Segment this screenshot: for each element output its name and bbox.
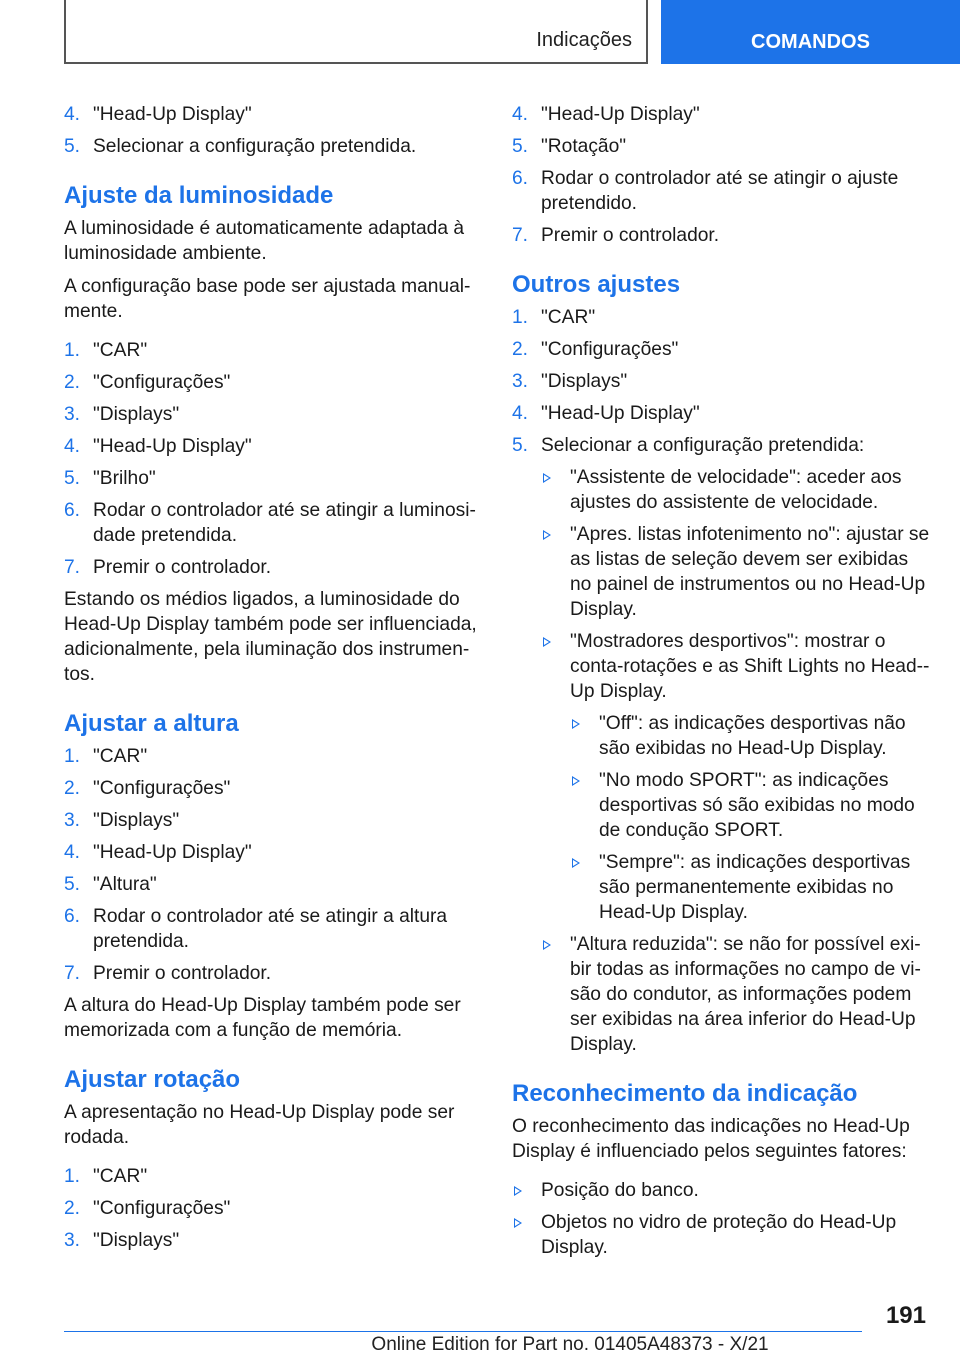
paragraph: A apresentação no Head-Up Display pode ser rodada. — [64, 1102, 455, 1148]
item-number: 2. — [64, 778, 81, 799]
bullet-item — [541, 932, 932, 1057]
bullet-item — [512, 1210, 932, 1260]
item-text: "Configurações" — [93, 778, 231, 799]
item-number: 5. — [64, 874, 81, 895]
bullet-text: "No modo SPORT": as indicações desportivas só são exibidas no modo de condução SPORT. — [599, 770, 915, 841]
item-text: "Head-Up Display" — [93, 104, 252, 125]
paragraph: A luminosidade é automaticamente adaptada à luminosidade ambiente. — [64, 218, 465, 264]
list-item — [64, 1228, 482, 1253]
bullet-text: "Assistente de velocidade": aceder aos ajustes do assistente de velocidade. — [570, 467, 902, 513]
item-text: "Head-Up Display" — [541, 403, 700, 424]
item-text: "Altura" — [93, 874, 157, 895]
list-item — [64, 904, 482, 954]
item-number: 4. — [64, 436, 81, 457]
item-text: Premir o controlador. — [93, 963, 272, 984]
section-heading-height: Ajustar a altura — [64, 710, 239, 737]
triangle-bullet-icon — [543, 637, 551, 647]
list-item — [512, 305, 932, 330]
list-item — [64, 776, 482, 801]
paragraph: A altura do Head-Up Display também pode ser memorizada com a função de memória. — [64, 995, 461, 1041]
bullet-text: "Sempre": as indicações desportivas são permanentemente exibidas no Head-Up Display. — [599, 852, 911, 923]
chapter-tab-label: COMANDOS — [751, 31, 870, 53]
sub-bullet-item — [570, 850, 932, 925]
item-text: "CAR" — [93, 340, 148, 361]
item-number: 1. — [64, 746, 81, 767]
bullet-text: "Mostradores desportivos": mostrar o conta-rotações e as Shift Lights no Head--Up Display. — [570, 631, 930, 702]
list-item — [64, 961, 482, 986]
item-text: "Head-Up Display" — [541, 104, 700, 125]
left-column — [64, 102, 482, 1260]
footer-divider — [64, 1331, 862, 1332]
bullet-text: "Off": as indicações desportivas não são exibidas no Head-Up Display. — [599, 713, 906, 759]
item-text: Premir o controlador. — [541, 225, 720, 246]
triangle-bullet-icon — [543, 473, 551, 483]
list-item — [64, 808, 482, 833]
item-number: 2. — [64, 372, 81, 393]
paragraph: O reconhecimento das indicações no Head-Up Display é influenciado pelos seguintes fatores: — [512, 1116, 910, 1162]
item-text: Selecionar a configuração pretendida. — [93, 136, 417, 157]
triangle-bullet-icon — [572, 858, 580, 868]
item-text: "Displays" — [541, 371, 628, 392]
item-text: "Rotação" — [541, 136, 627, 157]
bullet-item — [541, 629, 932, 704]
item-number: 7. — [64, 963, 81, 984]
bullet-text: Objetos no vidro de proteção do Head-Up Display. — [541, 1212, 897, 1258]
item-number: 5. — [512, 435, 529, 456]
list-item — [64, 840, 482, 865]
item-text: Rodar o controlador até se atingir a luminosidade pretendida. — [93, 500, 476, 546]
item-number: 3. — [64, 1230, 81, 1251]
paragraph: A configuração base pode ser ajustada manualmente. — [64, 276, 471, 322]
item-number: 5. — [64, 136, 81, 157]
triangle-bullet-icon — [543, 530, 551, 540]
item-text: "Displays" — [93, 404, 180, 425]
item-number: 4. — [512, 403, 529, 424]
item-text: "Displays" — [93, 1230, 180, 1251]
bullet-item — [541, 465, 932, 515]
list-item — [64, 370, 482, 395]
bullet-item — [541, 522, 932, 622]
list-item — [64, 466, 482, 491]
item-number: 1. — [64, 1166, 81, 1187]
item-number: 6. — [64, 906, 81, 927]
section-title: Indicações — [536, 29, 632, 51]
list-item — [512, 337, 932, 362]
item-number: 4. — [512, 104, 529, 125]
item-text: "CAR" — [541, 307, 596, 328]
sub-bullet-item — [570, 768, 932, 843]
item-number: 1. — [64, 340, 81, 361]
section-heading-other: Outros ajustes — [512, 271, 681, 298]
list-item — [512, 433, 932, 458]
bullet-text: Posição do banco. — [541, 1180, 699, 1201]
list-item — [64, 134, 482, 159]
item-text: "CAR" — [93, 1166, 148, 1187]
triangle-bullet-icon — [514, 1186, 522, 1196]
bullet-text: "Altura reduzida": se não for possível exibir todas as informações no campo de visão do condutor, as informações podem ser exibidas na área inferior do Head-Up Display. — [570, 934, 921, 1055]
item-text: "Brilho" — [93, 468, 156, 489]
item-text: "CAR" — [93, 746, 148, 767]
item-number: 1. — [512, 307, 529, 328]
item-number: 2. — [512, 339, 529, 360]
item-number: 5. — [64, 468, 81, 489]
sub-bullet-item — [570, 711, 932, 761]
list-item — [512, 369, 932, 394]
item-number: 3. — [512, 371, 529, 392]
item-number: 4. — [64, 104, 81, 125]
list-item — [64, 102, 482, 127]
list-item — [64, 555, 482, 580]
paragraph: Estando os médios ligados, a luminosidade do Head-Up Display também pode ser influenciada, adicionalmente, pela iluminação dos instrumentos. — [64, 589, 477, 685]
item-number: 7. — [512, 225, 529, 246]
section-heading-brightness: Ajuste da luminosidade — [64, 182, 334, 209]
section-heading-recognition: Reconhecimento da indicação — [512, 1080, 858, 1107]
item-text: Selecionar a configuração pretendida: — [541, 435, 865, 456]
section-heading-rotation: Ajustar rotação — [64, 1066, 241, 1093]
item-number: 6. — [512, 168, 529, 189]
triangle-bullet-icon — [572, 719, 580, 729]
item-number: 2. — [64, 1198, 81, 1219]
triangle-bullet-icon — [572, 776, 580, 786]
list-item — [64, 402, 482, 427]
item-number: 3. — [64, 404, 81, 425]
list-item — [512, 134, 932, 159]
item-text: "Configurações" — [93, 372, 231, 393]
item-number: 4. — [64, 842, 81, 863]
list-item — [64, 434, 482, 459]
triangle-bullet-icon — [543, 940, 551, 950]
item-number: 7. — [64, 557, 81, 578]
list-item — [64, 498, 482, 548]
item-text: Rodar o controlador até se atingir o ajuste pretendido. — [541, 168, 899, 214]
right-column — [512, 102, 932, 1267]
item-text: "Configurações" — [93, 1198, 231, 1219]
bullet-text: "Apres. listas infotenimento no": ajustar se as listas de seleção devem ser exibidas no painel de instrumentos ou no Head-Up Display. — [570, 524, 930, 620]
item-text: "Displays" — [93, 810, 180, 831]
item-number: 6. — [64, 500, 81, 521]
list-item — [512, 223, 932, 248]
page-number: 191 — [885, 1302, 926, 1329]
item-text: "Head-Up Display" — [93, 842, 252, 863]
item-number: 5. — [512, 136, 529, 157]
list-item — [64, 744, 482, 769]
item-text: Premir o controlador. — [93, 557, 272, 578]
list-item — [64, 1164, 482, 1189]
item-text: "Configurações" — [541, 339, 679, 360]
header-bar — [64, 0, 648, 64]
item-text: Rodar o controlador até se atingir a altura pretendida. — [93, 906, 448, 952]
list-item — [512, 102, 932, 127]
item-text: "Head-Up Display" — [93, 436, 252, 457]
bullet-item — [512, 1178, 932, 1203]
list-item — [64, 872, 482, 897]
list-item — [512, 401, 932, 426]
list-item — [64, 338, 482, 363]
list-item — [64, 1196, 482, 1221]
footer-edition: Online Edition for Part no. 01405A48373 - X/21 — [371, 1334, 769, 1355]
triangle-bullet-icon — [514, 1218, 522, 1228]
chapter-tab[interactable] — [661, 0, 960, 64]
list-item — [512, 166, 932, 216]
item-number: 3. — [64, 810, 81, 831]
